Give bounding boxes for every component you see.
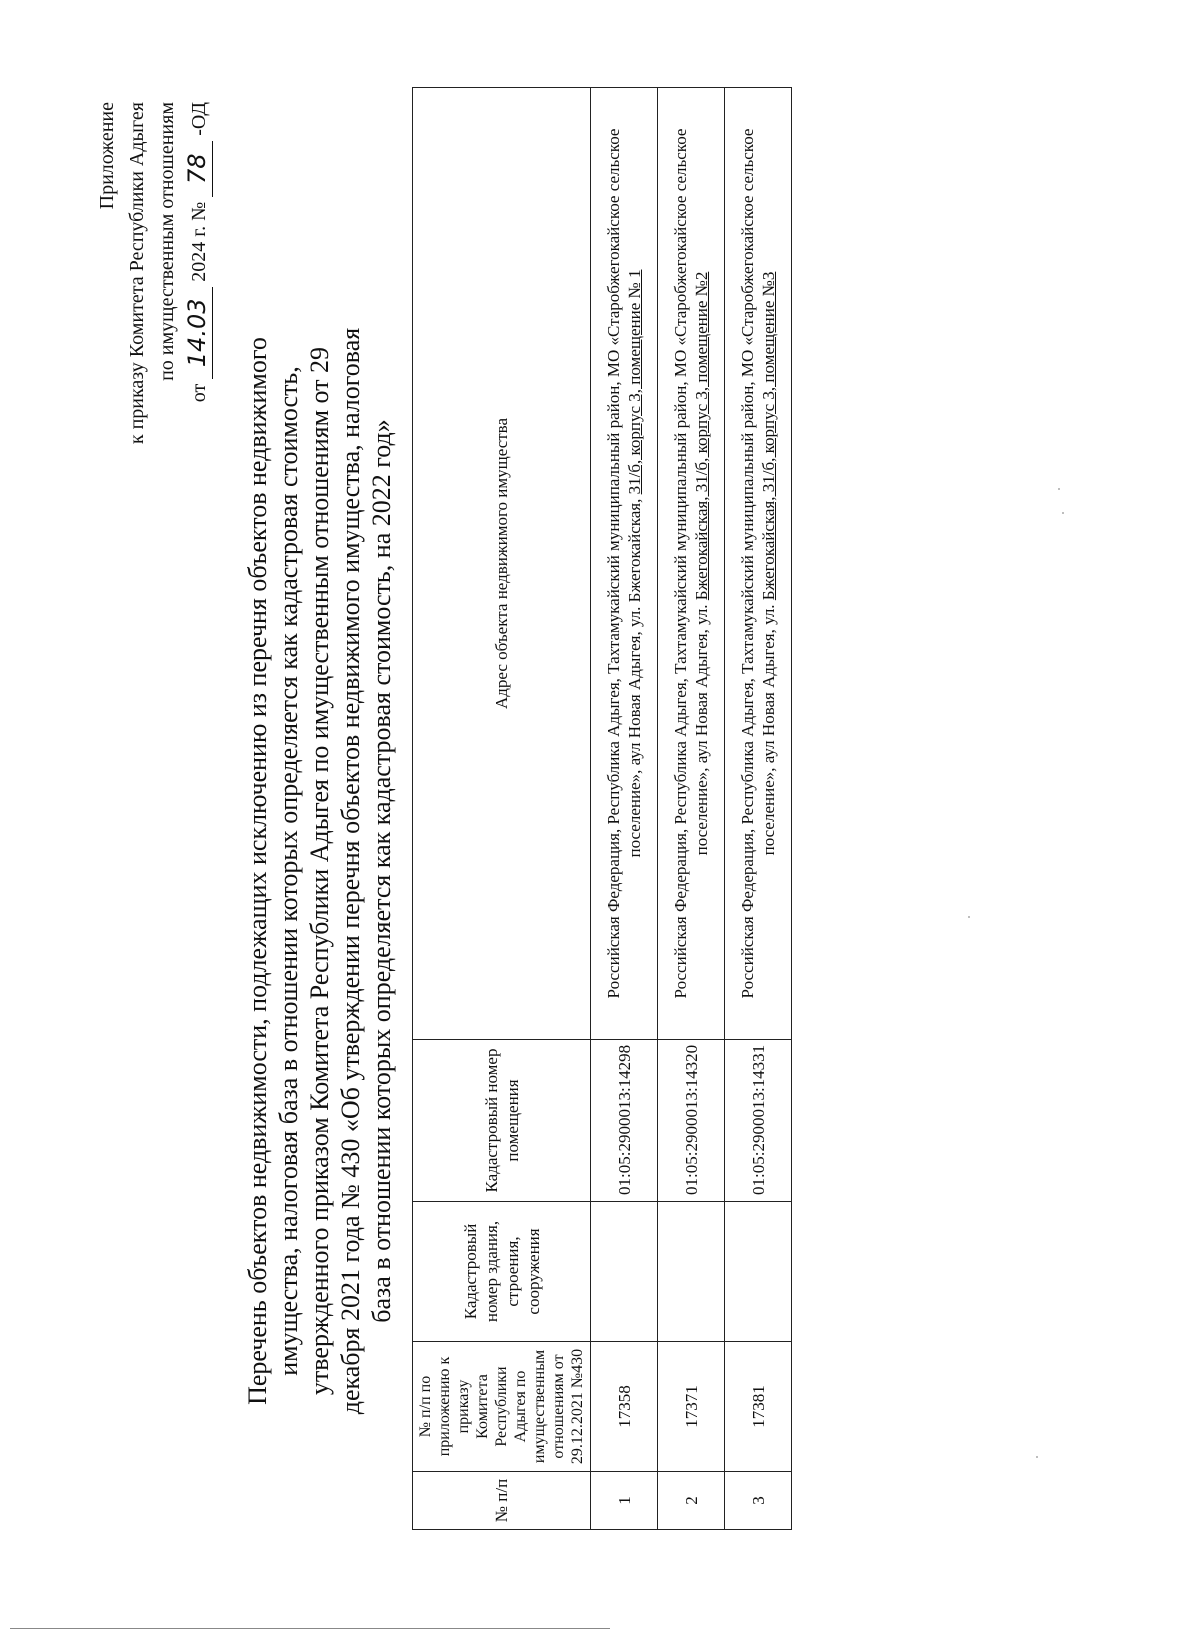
handwritten-date: 14.03: [182, 287, 213, 379]
cell-address: [725, 88, 792, 1040]
header-building-cadastral: Кадастровый номер здания, строения, сооружения: [413, 1202, 591, 1342]
cell-building-cadastral: [591, 1202, 658, 1342]
header-annex-num: № п/п по приложению к приказу Комитета Республики Адыгея по имущественным отношениям от 29.12.2021 №430: [413, 1342, 591, 1472]
cell-num: 1: [591, 1472, 658, 1530]
header-room-cadastral: Кадастровый номер помещения: [413, 1040, 591, 1202]
property-table: [412, 87, 792, 1530]
table-header-row: [413, 88, 591, 1530]
table-row: [725, 88, 792, 1530]
document-title: Перечень объектов недвижимости, подлежащих исключению из перечня объектов недвижимого имущества, налоговая база в отношении которых определяется как кадастровая стоимость, утвержденного приказом Комитета Республики Адыгея по имущественным отношениям от 29 декабря 2021 года № 430 «Об утверждении перечня объектов недвижимого имущества, налоговая база в отношении которых определяется как кадастровая стоимость, на 2022 год»: [243, 327, 396, 1415]
address-main: Российская Федерация, Республика Адыгея, Тахтамукайский муниципальный район, МО «Старобжегокайское сельское поселение», аул Новая Адыгея, ул. Бжегокайская,: [604, 128, 644, 999]
cell-address: [658, 88, 725, 1040]
annex-suffix: -ОД: [188, 102, 210, 136]
cell-room-cadastral: 01:05:2900013:14298: [591, 1040, 658, 1202]
annex-line-3: по имущественным отношениям: [156, 102, 178, 381]
table-row: [591, 88, 658, 1530]
address-main: Российская Федерация, Республика Адыгея, Тахтамукайский муниципальный район, МО «Старобжегокайское сельское поселение», аул Новая Адыгея, ул.: [671, 128, 711, 999]
annex-date-line: [182, 102, 214, 662]
cell-annex-num: 17371: [658, 1342, 725, 1472]
scan-speck: [1036, 1456, 1038, 1458]
annex-year: 2024 г. №: [188, 201, 210, 282]
address-tail: Бжегокайская, 31/б, корпус 3, помещение №3: [759, 271, 778, 601]
header-num: № п/п: [413, 1472, 591, 1530]
table-row: [658, 88, 725, 1530]
cell-room-cadastral: 01:05:2900013:14320: [658, 1040, 725, 1202]
scan-edge-line: [10, 1628, 610, 1629]
cell-annex-num: 17358: [591, 1342, 658, 1472]
cell-room-cadastral: 01:05:2900013:14331: [725, 1040, 792, 1202]
cell-num: 2: [658, 1472, 725, 1530]
address-tail: Бжегокайская, 31/б, корпус 3, помещение №2: [692, 271, 711, 601]
address-main: Российская Федерация, Республика Адыгея, Тахтамукайский муниципальный район, МО «Старобжегокайское сельское поселение», аул Новая Адыгея, ул.: [738, 128, 778, 999]
handwritten-number: 78: [182, 141, 213, 197]
annex-line-1: Приложение: [96, 102, 118, 210]
cell-address: [591, 88, 658, 1040]
cell-annex-num: 17381: [725, 1342, 792, 1472]
header-address: Адрес объекта недвижимого имущества: [413, 88, 591, 1040]
annex-prefix: от: [188, 383, 210, 403]
scan-speck: [1058, 488, 1060, 490]
annex-header: [92, 102, 214, 662]
cell-building-cadastral: [658, 1202, 725, 1342]
annex-line-2: к приказу Комитета Республики Адыгея: [126, 102, 148, 445]
address-tail: 31/б, корпус 3, помещение № 1: [625, 269, 644, 495]
scan-speck: [1062, 512, 1064, 514]
cell-num: 3: [725, 1472, 792, 1530]
cell-building-cadastral: [725, 1202, 792, 1342]
scan-speck: [968, 916, 970, 918]
